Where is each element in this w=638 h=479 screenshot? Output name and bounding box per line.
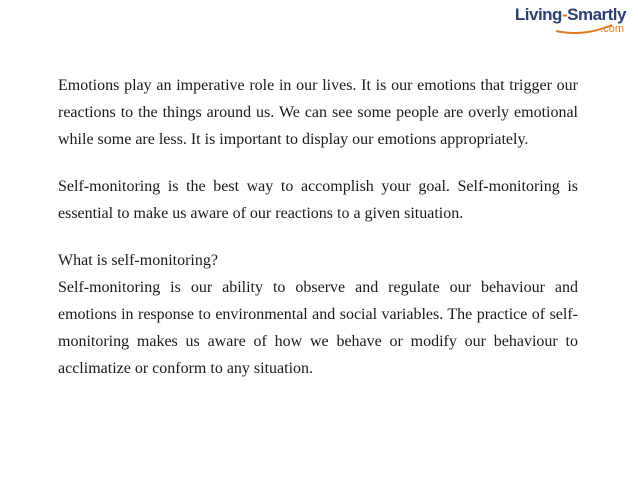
paragraph-self-monitoring-goal: Self-monitoring is the best way to accomplish your goal. Self-monitoring is essential to make us aware of our reactions to a given situation. bbox=[58, 178, 578, 222]
site-logo bbox=[514, 4, 626, 40]
paragraph-intro: Emotions play an imperative role in our lives. It is our emotions that trigger our reactions to the things around us. We can see some people are overly emotional while some are less. It is important to display our emotions appropriately. bbox=[58, 77, 578, 148]
logo-suffix: .com bbox=[600, 23, 624, 35]
paragraph-definition: Self-monitoring is our ability to observe and regulate our behaviour and emotions in response to environmental and social variables. The practice of self-monitoring makes us aware of how we behave or modify our behaviour to acclimatize or conform to any situation. bbox=[58, 279, 578, 377]
logo-dash: - bbox=[561, 5, 568, 24]
logo-word-smartly: Smartly bbox=[567, 5, 626, 24]
question-heading: What is self-monitoring? bbox=[58, 252, 218, 269]
article-body bbox=[58, 72, 578, 402]
logo-word-living: Living bbox=[514, 5, 562, 24]
